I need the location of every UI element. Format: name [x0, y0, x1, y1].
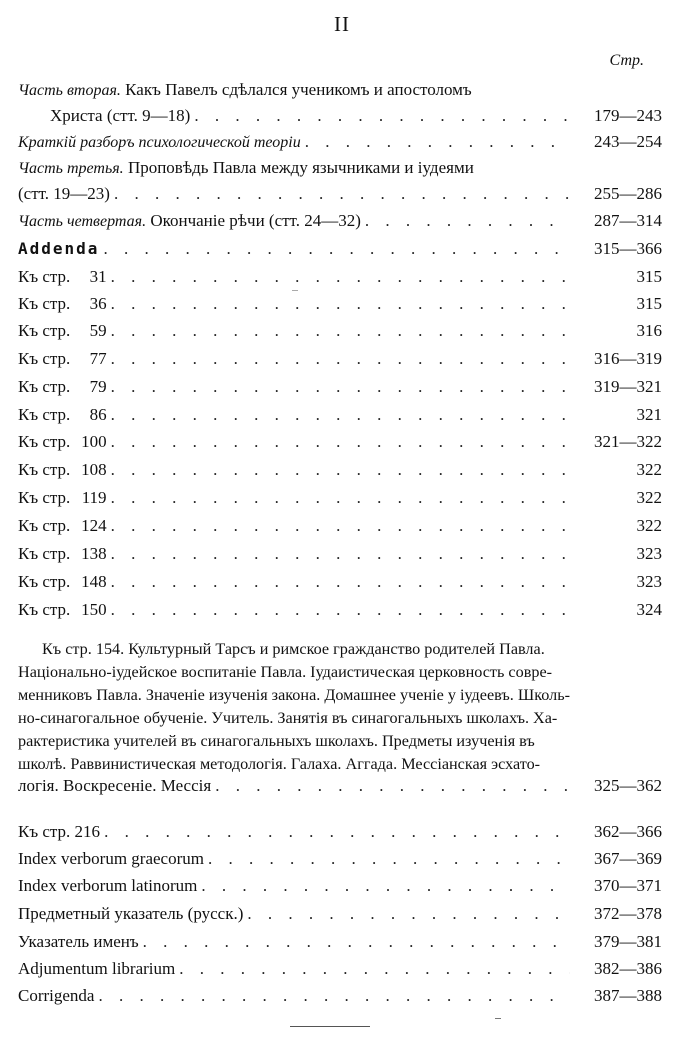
final-entry-text: Къ стр. 216	[18, 822, 101, 841]
dot-leader	[111, 488, 570, 508]
toc-entry-ks	[18, 432, 662, 452]
ks-label: Къ стр. 138	[18, 544, 107, 563]
dot-leader	[111, 600, 570, 620]
part4-label: Часть четвертая.	[18, 213, 147, 230]
ks-label: Къ стр. 86	[18, 405, 107, 424]
toc-entry-final	[18, 932, 662, 952]
toc-entry-final	[18, 849, 662, 869]
final-entry-text: Предметный указатель (русск.)	[18, 904, 244, 923]
dot-leader	[365, 211, 570, 231]
toc-entry-ks	[18, 349, 662, 369]
part2-line1	[18, 80, 578, 100]
paragraph-line: школѣ. Раввинистическая методологія. Галаха. Аггада. Мессіанская эсхато-	[18, 755, 541, 773]
dot-leader	[114, 184, 570, 204]
dot-leader	[111, 294, 570, 314]
part2-title-line2: Христа (стт. 9—18)	[50, 106, 191, 125]
part2-title-line1: Какъ Павелъ сдѣлался ученикомъ и апостоломъ	[125, 80, 472, 99]
paragraph-line: Національно-іудейское воспитаніе Павла. Іудаистическая церковность совре-	[18, 663, 553, 681]
part3-pages: 255—286	[594, 184, 662, 203]
ks-pages: 321—322	[594, 432, 662, 451]
paragraph-line: Къ стр. 154. Культурный Тарсъ и римское гражданство родителей Павла.	[42, 640, 545, 658]
toc-paragraph-entry	[18, 638, 662, 776]
part3-title-line2: (стт. 19—23)	[18, 184, 110, 203]
toc-entry-final	[18, 822, 662, 842]
toc-entry-ks	[18, 294, 662, 314]
dot-leader	[179, 959, 570, 979]
dot-leader	[103, 239, 570, 259]
ks-label: Къ стр. 31	[18, 267, 107, 286]
end-rule	[290, 1026, 370, 1027]
ks-pages: 316	[636, 321, 662, 340]
dot-leader	[194, 106, 570, 126]
dot-leader	[143, 932, 570, 952]
page-number: II	[334, 12, 350, 36]
part3-label: Часть третья.	[18, 160, 124, 177]
ks-label: Къ стр. 108	[18, 460, 107, 479]
toc-entry-part2	[50, 106, 662, 126]
dot-leader	[305, 132, 570, 152]
dot-leader	[111, 572, 570, 592]
dot-leader	[111, 321, 570, 341]
toc-entry-final	[18, 986, 662, 1006]
dot-leader	[111, 377, 570, 397]
dot-leader	[111, 432, 570, 452]
paragraph-pages: 325—362	[594, 776, 662, 795]
ks-label: Къ стр. 119	[18, 488, 107, 507]
toc-entry-final	[18, 959, 662, 979]
final-entry-text: Index verborum graecorum	[18, 849, 204, 868]
dot-leader	[111, 516, 570, 536]
final-entry-pages: 382—386	[594, 959, 662, 978]
part3-line1	[18, 158, 578, 178]
ks-label: Къ стр. 36	[18, 294, 107, 313]
part4-text	[18, 211, 361, 231]
addenda-pages: 315—366	[594, 239, 662, 258]
toc-entry-ks	[18, 600, 662, 620]
print-speck	[495, 1018, 501, 1019]
toc-entry-paragraph-end	[18, 776, 662, 796]
dot-leader	[215, 776, 570, 796]
ks-pages: 323	[636, 544, 662, 563]
final-entry-pages: 362—366	[594, 822, 662, 841]
toc-entry-ks	[18, 488, 662, 508]
ks-label: Къ стр. 150	[18, 600, 107, 619]
review-label: Краткій разборъ психологической теоріи	[18, 134, 301, 151]
final-entry-text: Adjumentum librarium	[18, 959, 176, 978]
print-speck	[292, 290, 298, 291]
toc-entry-ks	[18, 321, 662, 341]
ks-pages: 324	[636, 600, 662, 619]
final-entry-pages: 387—388	[594, 986, 662, 1005]
dot-leader	[111, 405, 570, 425]
ks-label: Къ стр. 79	[18, 377, 107, 396]
final-entry-text: Corrigenda	[18, 986, 95, 1005]
toc-entry-addenda	[18, 239, 662, 259]
final-entry-text: Index verborum latinorum	[18, 876, 198, 895]
paragraph-line: но-синагогальное обученіе. Учитель. Занятія въ синагогальныхъ школахъ. Ха-	[18, 709, 558, 727]
ks-label: Къ стр. 148	[18, 572, 107, 591]
final-entry-text: Указатель именъ	[18, 932, 139, 951]
review-pages: 243—254	[594, 132, 662, 151]
part3-title-line1: Проповѣдь Павла между язычниками и іудеями	[127, 158, 474, 177]
paragraph-last-line: логія. Воскресеніе. Мессія	[18, 776, 212, 795]
ks-pages: 322	[636, 516, 662, 535]
dot-leader	[247, 904, 570, 924]
final-entry-pages: 372—378	[594, 904, 662, 923]
toc-entry-final	[18, 904, 662, 924]
part4-title: Окончаніе рѣчи (стт. 24—32)	[150, 211, 361, 230]
toc-entry-final	[18, 876, 662, 896]
toc-entry-review	[18, 132, 662, 152]
dot-leader	[111, 460, 570, 480]
toc-entry-ks	[18, 460, 662, 480]
dot-leader	[111, 544, 570, 564]
dot-leader	[111, 267, 570, 287]
ks-label: Къ стр. 124	[18, 516, 107, 535]
ks-pages: 315	[636, 294, 662, 313]
part2-label: Часть вторая.	[18, 82, 121, 99]
ks-label: Къ стр. 59	[18, 321, 107, 340]
dot-leader	[111, 349, 570, 369]
ks-label: Къ стр. 77	[18, 349, 107, 368]
addenda-label: Addenda	[18, 239, 100, 258]
toc-entry-part3	[18, 184, 662, 204]
dot-leader	[208, 849, 570, 869]
toc-entry-ks	[18, 377, 662, 397]
ks-pages: 321	[636, 405, 662, 424]
toc-entry-ks	[18, 516, 662, 536]
part2-pages: 179—243	[594, 106, 662, 125]
ks-pages: 322	[636, 460, 662, 479]
final-entry-pages: 379—381	[594, 932, 662, 951]
part4-pages: 287—314	[594, 211, 662, 230]
pages-column-header: Стр.	[609, 52, 644, 69]
ks-pages: 315	[636, 267, 662, 286]
toc-entry-ks	[18, 405, 662, 425]
final-entry-pages: 370—371	[594, 876, 662, 895]
toc-entry-ks	[18, 267, 662, 287]
ks-pages: 316—319	[594, 349, 662, 368]
dot-leader	[98, 986, 570, 1006]
ks-label: Къ стр. 100	[18, 432, 107, 451]
ks-pages: 319—321	[594, 377, 662, 396]
paragraph-line: менниковъ Павла. Значеніе изученія закона. Домашнее ученіе у іудеевъ. Школь-	[18, 686, 570, 704]
final-entry-pages: 367—369	[594, 849, 662, 868]
toc-entry-part4	[18, 211, 662, 231]
paragraph-line: рактеристика учителей въ синагогальныхъ школахъ. Предметы изученія въ	[18, 732, 535, 750]
toc-entry-ks	[18, 572, 662, 592]
dot-leader	[201, 876, 570, 896]
dot-leader	[104, 822, 570, 842]
toc-entry-ks	[18, 544, 662, 564]
ks-pages: 322	[636, 488, 662, 507]
ks-pages: 323	[636, 572, 662, 591]
